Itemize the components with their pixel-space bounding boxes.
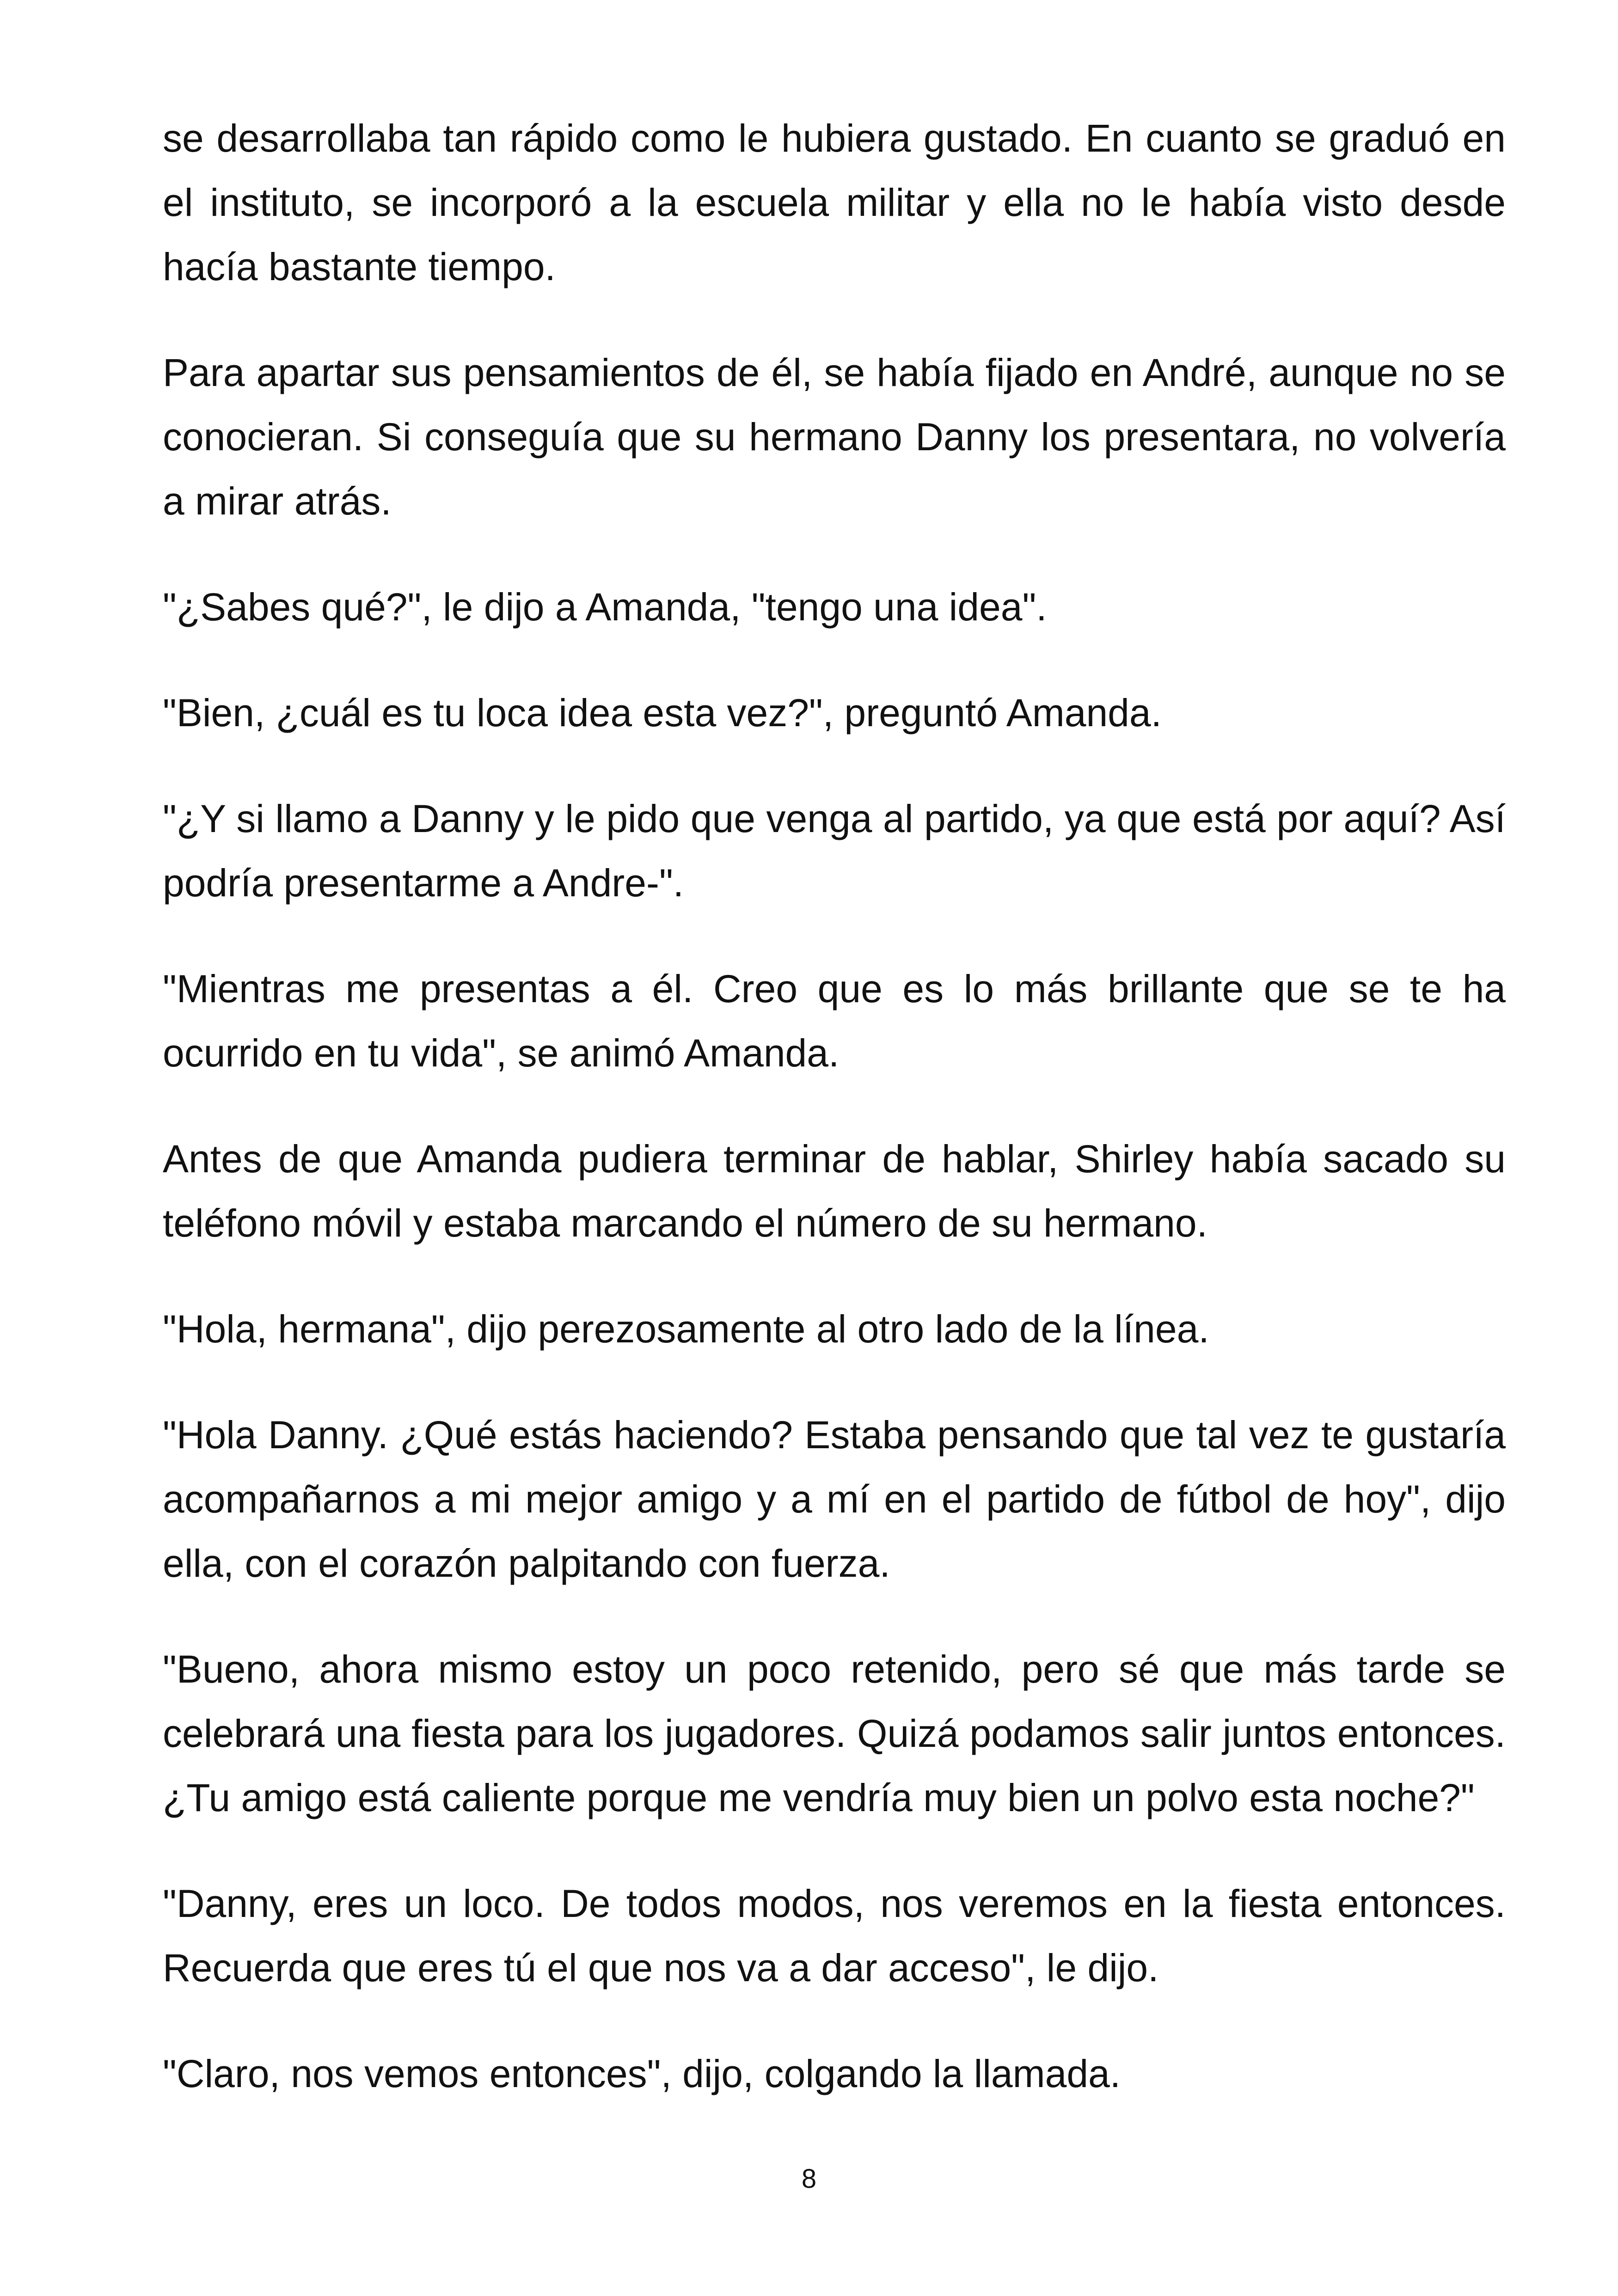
paragraph: "¿Y si llamo a Danny y le pido que venga al partido, ya que está por aquí? Así podría presentarme a Andre-". bbox=[163, 797, 1506, 905]
paragraph: "Claro, nos vemos entonces", dijo, colgando la llamada. bbox=[163, 2052, 1121, 2095]
paragraph: "Hola Danny. ¿Qué estás haciendo? Estaba pensando que tal vez te gustaría acompañarnos a mi mejor amigo y a mí en el partido de fútbol de hoy", dijo ella, con el corazón palpitando con fuerza. bbox=[163, 1413, 1506, 1585]
paragraph: "Hola, hermana", dijo perezosamente al otro lado de la línea. bbox=[163, 1307, 1209, 1351]
paragraph: "Bueno, ahora mismo estoy un poco retenido, pero sé que más tarde se celebrará una fiesta para los jugadores. Quizá podamos salir juntos entonces. ¿Tu amigo está caliente porque me vendría muy bien un polvo esta noche?" bbox=[163, 1647, 1506, 1819]
paragraph: "¿Sabes qué?", le dijo a Amanda, "tengo una idea". bbox=[163, 585, 1047, 629]
paragraph: Antes de que Amanda pudiera terminar de hablar, Shirley había sacado su teléfono móvil y estaba marcando el número de su hermano. bbox=[163, 1137, 1506, 1245]
paragraph: se desarrollaba tan rápido como le hubiera gustado. En cuanto se graduó en el instituto, se incorporó a la escuela militar y ella no le había visto desde hacía bastante tiempo. bbox=[163, 116, 1506, 288]
paragraph: "Bien, ¿cuál es tu loca idea esta vez?", preguntó Amanda. bbox=[163, 691, 1162, 735]
paragraph: Para apartar sus pensamientos de él, se había fijado en André, aunque no se conocieran. Si conseguía que su hermano Danny los presentara, no volvería a mirar atrás. bbox=[163, 351, 1506, 523]
paragraph: "Danny, eres un loco. De todos modos, nos veremos en la fiesta entonces. Recuerda que eres tú el que nos va a dar acceso", le dijo. bbox=[163, 1882, 1506, 1990]
body-text bbox=[163, 106, 1506, 2148]
paragraph: "Mientras me presentas a él. Creo que es lo más brillante que se te ha ocurrido en tu vida", se animó Amanda. bbox=[163, 967, 1506, 1075]
page-number: 8 bbox=[801, 2164, 817, 2194]
